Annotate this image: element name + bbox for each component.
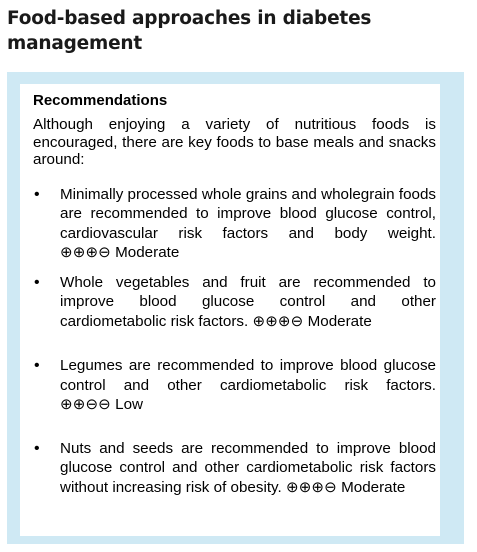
recommendation-text: Minimally processed whole grains and wholegrain foods are recommended to improve blood glucose control, cardiovascular risk factors and body weight. [60,185,436,242]
page-title-line-2: management [7,33,143,54]
bullet-icon: • [34,357,40,374]
evidence-grade-symbols-icon: ⊕⊕⊕⊖ [252,312,304,330]
evidence-grade-label: Low [115,396,144,413]
page-title-line-1: Food-based approaches in diabetes [7,8,372,29]
recommendations-intro: Although enjoying a variety of nutritious foods is encouraged, there are key foods to base meals and snacks around: [33,116,436,168]
recommendation-text: Whole vegetables and fruit are recommended to improve blood glucose control and other cardiometabolic risk factors. [60,273,436,330]
bullet-icon: • [34,273,40,291]
evidence-grade-label: Moderate [307,312,372,330]
evidence-grade [60,396,143,413]
recommendation-item-legumes [33,356,436,415]
page-title [7,6,467,56]
evidence-grade [60,244,179,261]
evidence-grade-label: Moderate [115,244,180,261]
recommendation-item-whole-grains [33,185,436,263]
recommendations-panel [20,84,440,536]
recommendations-heading: Recommendations [33,92,168,109]
recommendation-item-vegetables-fruit [33,273,436,332]
recommendation-text: Legumes are recommended to improve blood glucose control and other cardiometabolic risk factors. [60,357,436,394]
evidence-grade-symbols-icon: ⊕⊕⊖⊖ [60,396,111,413]
evidence-grade-symbols-icon: ⊕⊕⊕⊖ [60,244,111,261]
evidence-grade [252,313,371,330]
recommendation-list [33,185,436,498]
evidence-grade-label: Moderate [341,478,406,496]
recommendation-item-nuts-seeds [33,439,436,498]
evidence-grade-symbols-icon: ⊕⊕⊕⊖ [285,478,337,496]
recommendations-box [7,72,464,544]
recommendation-text: Nuts and seeds are recommended to improve blood glucose control and other cardiometabolic risk factors without increasing risk of obesity. [60,439,436,496]
evidence-grade [286,479,405,496]
bullet-icon: • [34,185,40,203]
bullet-icon: • [34,439,40,457]
